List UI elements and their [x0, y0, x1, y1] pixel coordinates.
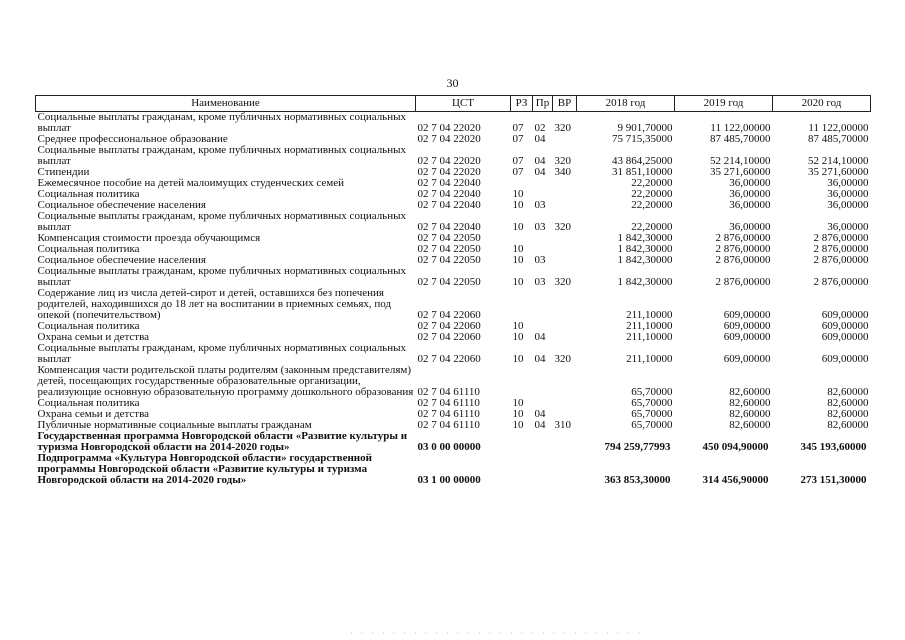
row-2019: 35 271,60000	[710, 166, 771, 178]
row-pr	[533, 365, 553, 398]
row-2018: 65,70000	[631, 419, 673, 431]
row-rz: 07	[512, 133, 524, 145]
row-name: Охрана семьи и детства	[37, 331, 150, 343]
row-cst: 02 7 04 22020	[417, 122, 481, 134]
row-2018: 211,10000	[626, 331, 673, 343]
row-2019: 609,00000	[723, 309, 771, 321]
row-cst: 02 7 04 22040	[417, 199, 481, 211]
row-pr: 04	[534, 155, 546, 167]
row-rz: 10	[512, 331, 524, 343]
row-2019: 2 876,00000	[715, 254, 771, 266]
row-2018: 43 864,25000	[612, 155, 673, 167]
row-cst: 02 7 04 22050	[417, 232, 481, 244]
row-vr	[553, 431, 577, 453]
header-rz: РЗ	[511, 96, 533, 112]
table-row	[36, 365, 871, 398]
row-name: Социальные выплаты гражданам, кроме публичных нормативных социальных выплат	[37, 342, 406, 365]
row-name: Социальная политика	[37, 320, 140, 332]
row-2018: 794 259,77993	[604, 441, 671, 453]
row-vr	[553, 321, 577, 332]
row-2019: 36,00000	[729, 199, 771, 211]
row-2020: 2 876,00000	[813, 254, 869, 266]
row-name: Социальное обеспечение населения	[37, 199, 206, 211]
row-pr	[533, 178, 553, 189]
row-2018: 22,20000	[631, 188, 673, 200]
row-cst: 02 7 04 22040	[417, 188, 481, 200]
row-2019: 82,60000	[729, 397, 771, 409]
row-rz: 10	[512, 320, 524, 332]
row-2020: 82,60000	[827, 397, 869, 409]
row-pr	[533, 288, 553, 321]
table-row	[36, 288, 871, 321]
row-vr: 310	[554, 419, 571, 431]
row-pr: 04	[534, 408, 546, 420]
row-name: Публичные нормативные социальные выплаты гражданам	[37, 419, 312, 431]
row-2019: 2 876,00000	[715, 276, 771, 288]
row-vr	[553, 453, 577, 486]
row-pr	[533, 431, 553, 453]
row-2019: 36,00000	[729, 188, 771, 200]
row-2018: 65,70000	[631, 408, 673, 420]
header-pr: Пр	[533, 96, 553, 112]
row-name: Социальные выплаты гражданам, кроме публичных нормативных социальных выплат	[37, 210, 406, 233]
row-2020: 82,60000	[827, 419, 869, 431]
row-vr: 320	[554, 276, 571, 288]
row-2018: 65,70000	[631, 397, 673, 409]
header-vr: ВР	[553, 96, 577, 112]
row-2019: 36,00000	[729, 177, 771, 189]
row-2020: 35 271,60000	[808, 166, 869, 178]
row-pr: 04	[534, 166, 546, 178]
row-2019: 2 876,00000	[715, 232, 771, 244]
row-pr: 04	[534, 353, 546, 365]
row-rz: 10	[512, 419, 524, 431]
header-2020: 2020 год	[773, 96, 871, 112]
row-vr: 340	[554, 166, 571, 178]
row-cst: 02 7 04 22020	[417, 155, 481, 167]
table-row	[36, 145, 871, 167]
row-2019: 11 122,00000	[710, 122, 771, 134]
row-2019: 2 876,00000	[715, 243, 771, 255]
row-name: Ежемесячное пособие на детей малоимущих студенческих семей	[37, 177, 344, 189]
header-2019: 2019 год	[675, 96, 773, 112]
row-2020: 82,60000	[827, 408, 869, 420]
page-number: 30	[446, 76, 459, 90]
row-vr: 320	[554, 221, 571, 233]
row-cst: 02 7 04 22050	[417, 243, 481, 255]
row-cst: 02 7 04 22060	[417, 353, 481, 365]
row-rz: 07	[512, 155, 524, 167]
row-2020: 36,00000	[827, 199, 869, 211]
row-vr	[553, 134, 577, 145]
row-2020: 36,00000	[827, 177, 869, 189]
row-vr	[553, 398, 577, 409]
row-vr	[553, 255, 577, 266]
row-rz: 07	[512, 122, 524, 134]
row-2020: 2 876,00000	[813, 276, 869, 288]
row-2018: 1 842,30000	[617, 254, 673, 266]
row-name: Социальная политика	[37, 397, 140, 409]
row-2019: 82,60000	[729, 408, 771, 420]
row-2018: 65,70000	[631, 386, 673, 398]
row-name: Компенсация части родительской платы родителям (законным представителям) детей, посещающих государственные образовательные организации, реализующие основную образовательную программу дошкольного образования	[37, 364, 414, 398]
row-name: Содержание лиц из числа детей-сирот и детей, оставшихся без попечения родителей, находившихся до 18 лет на воспитании в приемных семьях, под опекой (попечительством)	[37, 287, 392, 321]
row-rz	[511, 365, 533, 398]
table-row	[36, 453, 871, 486]
row-pr: 03	[534, 199, 546, 211]
row-2020: 609,00000	[821, 309, 869, 321]
row-2019: 52 214,10000	[710, 155, 771, 167]
row-cst: 02 7 04 61110	[417, 419, 480, 431]
header-cst: ЦСТ	[416, 96, 511, 112]
row-name: Охрана семьи и детства	[37, 408, 150, 420]
row-pr: 02	[534, 122, 546, 134]
row-name: Среднее профессиональное образование	[37, 133, 228, 145]
row-2020: 36,00000	[827, 188, 869, 200]
table-row	[36, 431, 871, 453]
row-2018: 22,20000	[631, 177, 673, 189]
row-2018: 211,10000	[626, 309, 673, 321]
row-vr: 320	[554, 122, 571, 134]
row-rz	[511, 431, 533, 453]
row-2020: 2 876,00000	[813, 232, 869, 244]
row-cst: 02 7 04 61110	[417, 397, 480, 409]
row-cst: 02 7 04 22040	[417, 221, 481, 233]
row-vr	[553, 200, 577, 211]
row-2018: 75 715,35000	[612, 133, 673, 145]
row-cst: 02 7 04 22060	[417, 331, 481, 343]
row-name: Государственная программа Новгородской области «Развитие культуры и туризма Новгородской области на 2014-2020 годы»	[37, 430, 408, 453]
row-2018: 1 842,30000	[617, 276, 673, 288]
row-vr: 320	[554, 155, 571, 167]
row-2018: 363 853,30000	[604, 474, 671, 486]
header-name: Наименование	[36, 96, 416, 112]
row-2019: 87 485,70000	[710, 133, 771, 145]
row-rz	[511, 453, 533, 486]
row-cst: 02 7 04 22060	[417, 309, 481, 321]
row-pr: 03	[534, 221, 546, 233]
row-2020: 87 485,70000	[808, 133, 869, 145]
row-cst: 03 0 00 00000	[417, 441, 481, 453]
row-pr: 04	[534, 331, 546, 343]
row-2019: 609,00000	[723, 320, 771, 332]
row-rz: 10	[512, 221, 524, 233]
row-2020: 609,00000	[821, 320, 869, 332]
row-rz: 10	[512, 397, 524, 409]
row-cst: 02 7 04 22040	[417, 177, 481, 189]
row-pr	[533, 233, 553, 244]
row-rz: 10	[512, 243, 524, 255]
row-pr: 03	[534, 254, 546, 266]
row-rz	[511, 288, 533, 321]
row-2019: 314 456,90000	[702, 474, 769, 486]
row-rz: 10	[512, 254, 524, 266]
row-2019: 609,00000	[723, 331, 771, 343]
row-2020: 36,00000	[827, 221, 869, 233]
table-row	[36, 112, 871, 135]
row-pr: 04	[534, 419, 546, 431]
row-rz: 10	[512, 353, 524, 365]
row-name: Подпрограмма «Культура Новгородской области» государственной программы Новгородской области «Развитие культуры и туризма Новгородской области на 2014-2020 годы»	[37, 452, 372, 486]
row-2018: 211,10000	[626, 353, 673, 365]
row-2018: 31 851,10000	[612, 166, 673, 178]
row-2020: 609,00000	[821, 353, 869, 365]
row-name: Социальные выплаты гражданам, кроме публичных нормативных социальных выплат	[37, 265, 406, 288]
table-row	[36, 343, 871, 365]
row-pr: 04	[534, 133, 546, 145]
row-rz: 10	[512, 188, 524, 200]
header-2018: 2018 год	[577, 96, 675, 112]
row-2019: 609,00000	[723, 353, 771, 365]
row-2018: 22,20000	[631, 199, 673, 211]
row-cst: 02 7 04 22050	[417, 254, 481, 266]
row-rz: 07	[512, 166, 524, 178]
row-2020: 345 193,60000	[800, 441, 867, 453]
row-cst: 02 7 04 61110	[417, 386, 480, 398]
row-vr	[553, 233, 577, 244]
row-2019: 82,60000	[729, 419, 771, 431]
row-2020: 52 214,10000	[808, 155, 869, 167]
row-2020: 609,00000	[821, 331, 869, 343]
row-vr	[553, 288, 577, 321]
row-cst: 02 7 04 22020	[417, 133, 481, 145]
row-2020: 273 151,30000	[800, 474, 867, 486]
row-2018: 22,20000	[631, 221, 673, 233]
row-cst: 02 7 04 22050	[417, 276, 481, 288]
row-vr	[553, 365, 577, 398]
budget-table	[35, 95, 871, 486]
row-name: Социальная политика	[37, 243, 140, 255]
row-vr: 320	[554, 353, 571, 365]
row-name: Социальные выплаты гражданам, кроме публичных нормативных социальных выплат	[37, 144, 406, 167]
row-pr	[533, 453, 553, 486]
row-2018: 1 842,30000	[617, 243, 673, 255]
row-2018: 211,10000	[626, 320, 673, 332]
row-name: Стипендии	[37, 166, 90, 178]
row-rz: 10	[512, 199, 524, 211]
table-row	[36, 266, 871, 288]
row-vr	[553, 332, 577, 343]
row-name: Социальные выплаты гражданам, кроме публичных нормативных социальных выплат	[37, 111, 406, 134]
row-2019: 36,00000	[729, 221, 771, 233]
row-2019: 450 094,90000	[702, 441, 769, 453]
row-2019: 82,60000	[729, 386, 771, 398]
row-2018: 9 901,70000	[617, 122, 673, 134]
table-header-row	[36, 96, 871, 112]
row-vr	[553, 178, 577, 189]
row-2020: 2 876,00000	[813, 243, 869, 255]
table-row	[36, 211, 871, 233]
row-cst: 03 1 00 00000	[417, 474, 481, 486]
row-cst: 02 7 04 61110	[417, 408, 480, 420]
row-2020: 82,60000	[827, 386, 869, 398]
row-2020: 11 122,00000	[808, 122, 869, 134]
row-2018: 1 842,30000	[617, 232, 673, 244]
row-name: Компенсация стоимости проезда обучающимся	[37, 232, 261, 244]
row-rz: 10	[512, 276, 524, 288]
row-name: Социальная политика	[37, 188, 140, 200]
row-rz: 10	[512, 408, 524, 420]
row-pr: 03	[534, 276, 546, 288]
page-footer-marks: · · · · · · · · · · · · · · · · · · · · · · · · · · · ·	[350, 629, 644, 638]
row-vr	[553, 244, 577, 255]
row-vr	[553, 189, 577, 200]
row-cst: 02 7 04 22020	[417, 166, 481, 178]
row-name: Социальное обеспечение населения	[37, 254, 206, 266]
row-cst: 02 7 04 22060	[417, 320, 481, 332]
